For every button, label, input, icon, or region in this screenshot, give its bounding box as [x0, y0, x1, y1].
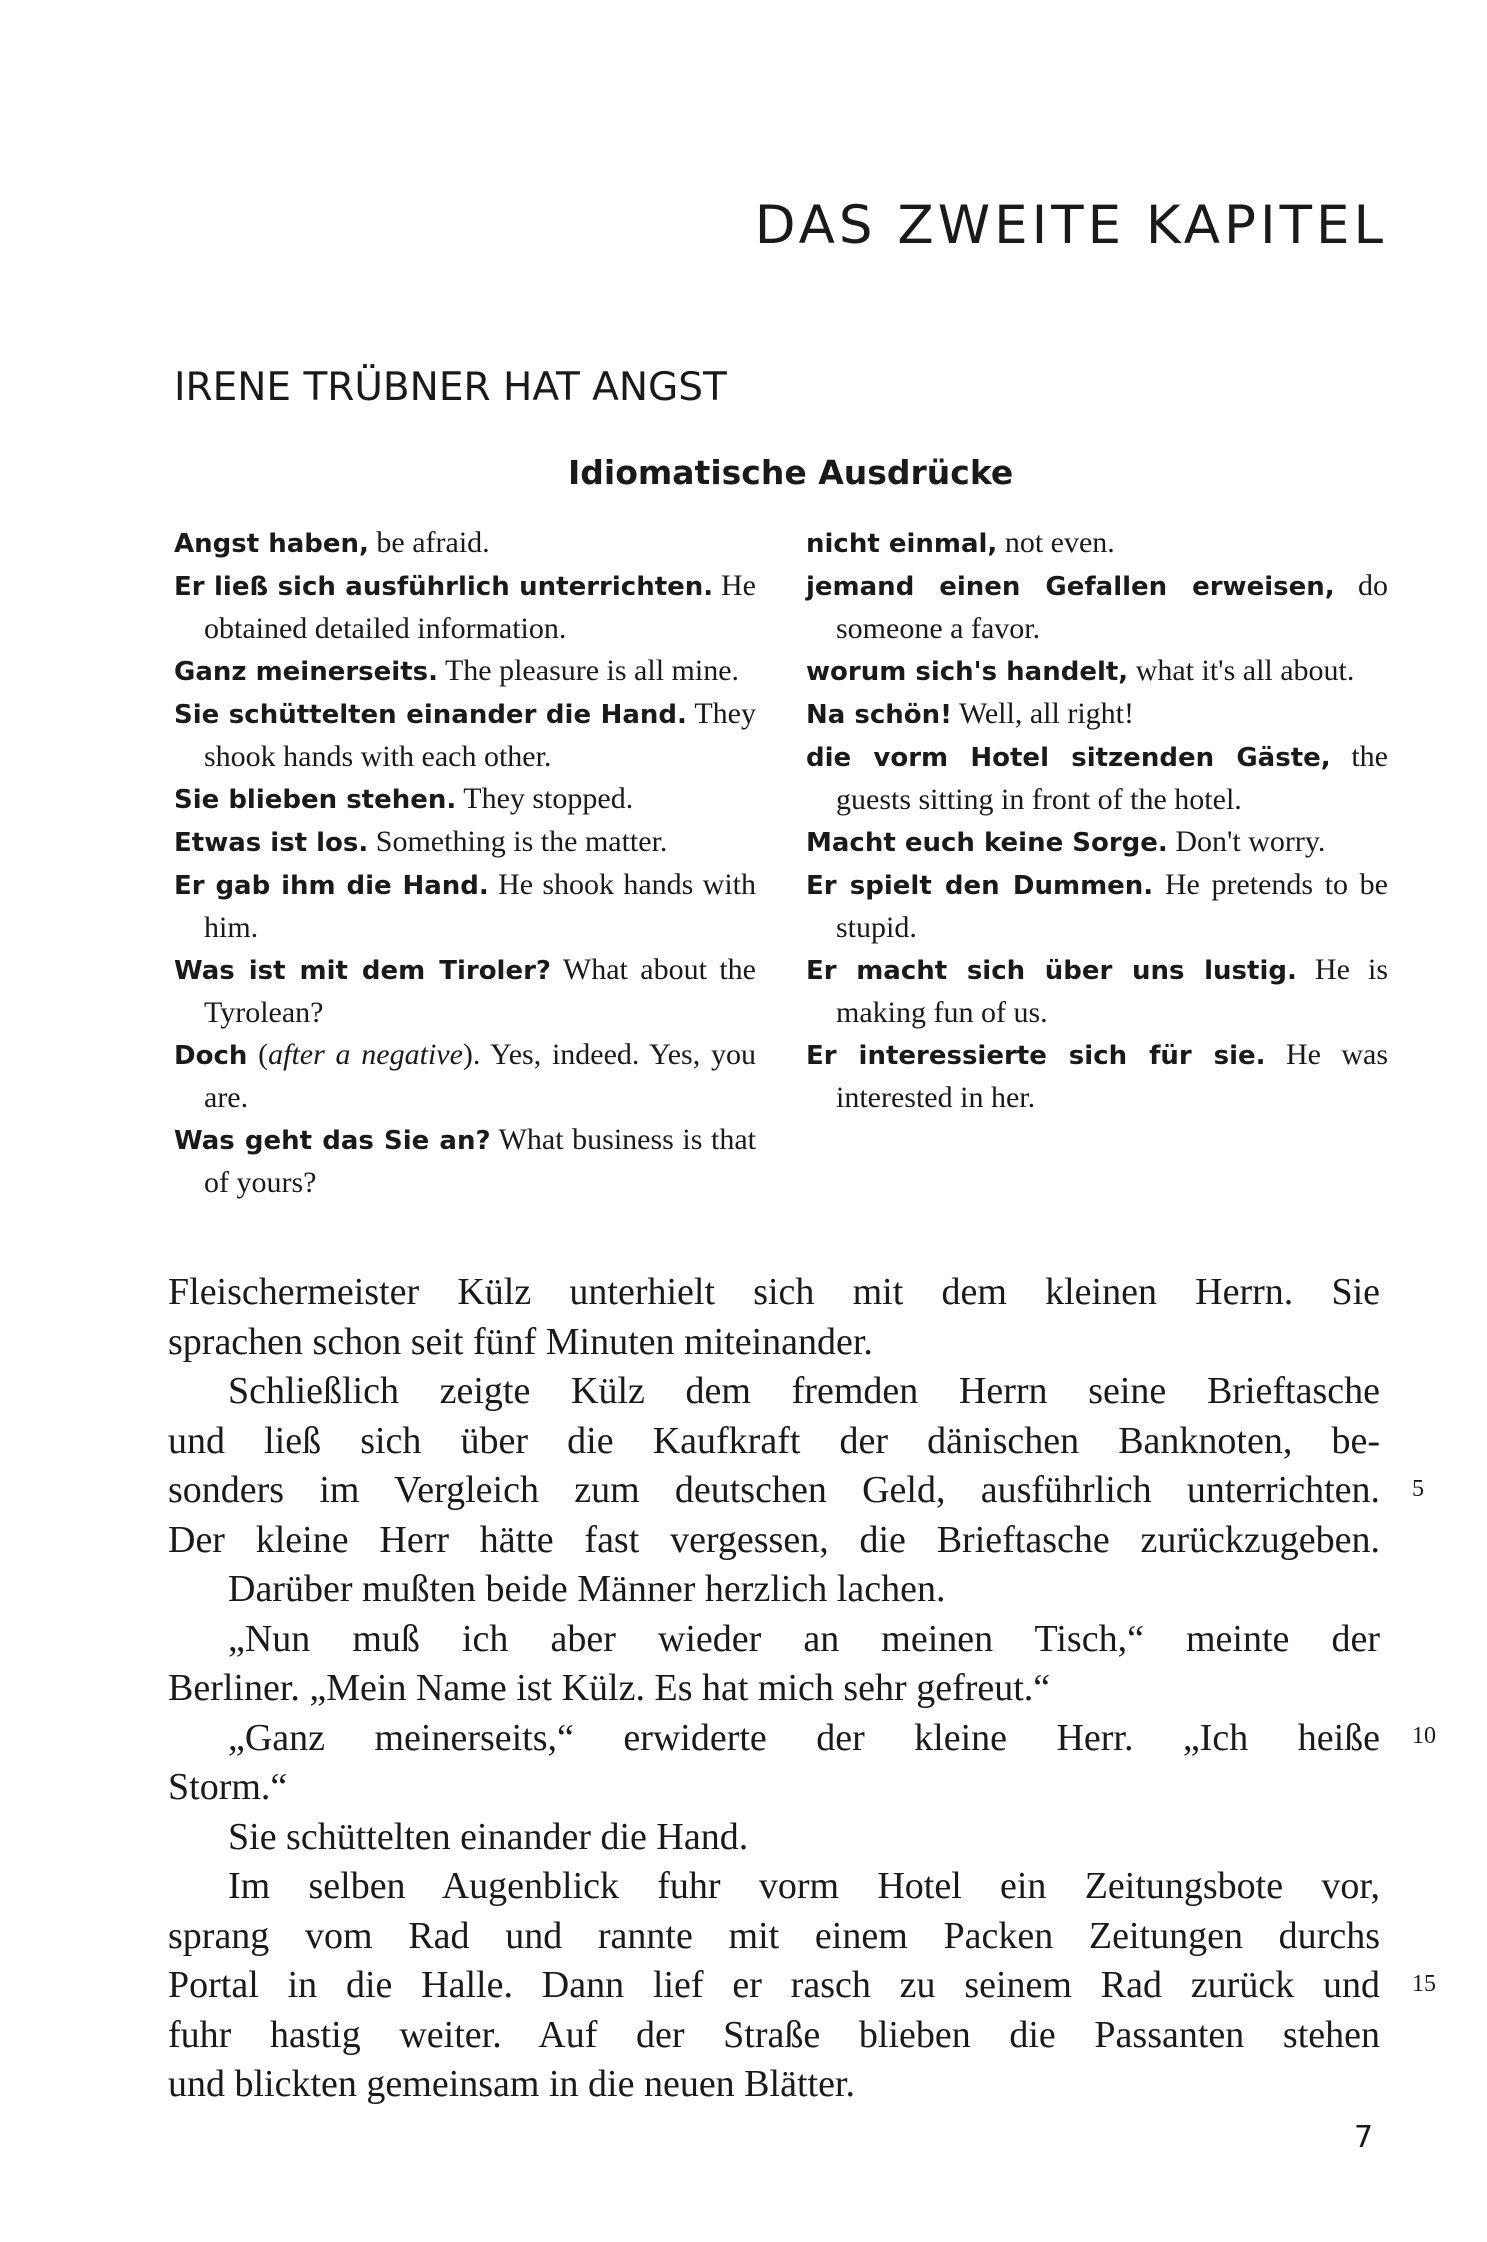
text-line: „Ganz meinerseits,“ erwiderte der kleine Herr. „Ich heiße	[228, 1716, 1380, 1759]
line-number: 5	[1412, 1476, 1424, 1502]
idiom-gloss: do someone a favor.	[836, 569, 1389, 645]
idiom-entry	[806, 565, 1388, 650]
idiom-gloss: He shook hands with him.	[204, 868, 757, 944]
body-text	[168, 1268, 1380, 2110]
idiom-gloss: What business is that of yours?	[204, 1123, 757, 1199]
idiom-entry	[174, 949, 756, 1034]
idiom-gloss: what it's all about.	[1128, 654, 1355, 687]
idiom-entry	[806, 821, 1388, 864]
idiom-term: Er macht sich über uns lustig.	[806, 956, 1297, 986]
idiom-entry	[174, 864, 756, 949]
idiom-entry	[806, 650, 1388, 693]
idiom-entry	[174, 821, 756, 864]
text-line: Im selben Augenblick fuhr vorm Hotel ein Zeitungsbote vor,	[228, 1865, 1380, 1907]
line-number: 15	[1412, 1971, 1436, 1997]
idiom-gloss-italic: after a negative	[268, 1038, 463, 1071]
text-line: Sie schüttelten einander die Hand.	[228, 1815, 749, 1858]
idiom-term: Doch	[174, 1041, 248, 1071]
idiom-entry	[174, 650, 756, 693]
text-line: sprang vom Rad und rannte mit einem Packen Zeitungen durchs	[168, 1914, 1380, 1957]
idiom-gloss: He is making fun of us.	[836, 953, 1388, 1029]
idiom-entry	[174, 1119, 756, 1204]
idiom-term: Ganz meinerseits.	[174, 657, 438, 687]
idiom-term: Macht euch keine Sorge.	[806, 828, 1168, 858]
idiom-entry	[806, 864, 1388, 949]
idiom-gloss: He was interested in her.	[836, 1038, 1388, 1114]
idiom-entry	[174, 522, 756, 565]
idiom-gloss: They stopped.	[456, 782, 634, 815]
idiom-gloss: Well, all right!	[951, 697, 1134, 730]
text-line: Storm.“	[168, 1766, 288, 1808]
text-line: „Nun muß ich aber wieder an meinen Tisch,“ meinte der	[228, 1617, 1380, 1660]
idiom-term: Was geht das Sie an?	[174, 1126, 491, 1156]
idiom-term: Was ist mit dem Tiroler?	[174, 956, 552, 986]
idiom-gloss: He obtained detailed information.	[204, 569, 756, 645]
idiom-term: Sie schüttelten einander die Hand.	[174, 700, 687, 730]
idiom-entry	[806, 522, 1388, 565]
line-number: 10	[1412, 1723, 1436, 1749]
idiom-gloss: ). Yes, indeed. Yes, you are.	[204, 1038, 756, 1114]
text-line: und ließ sich über die Kaufkraft der dänischen Banknoten, be-	[168, 1419, 1380, 1462]
idiom-term: Er interessierte sich für sie.	[806, 1041, 1266, 1071]
idiom-entry	[806, 693, 1388, 736]
idiom-term: Sie blieben stehen.	[174, 785, 457, 815]
idiom-gloss: They shook hands with each other.	[204, 697, 756, 773]
text-line: und blickten gemeinsam in die neuen Blätter.	[168, 2063, 855, 2105]
idiom-gloss: Something is the matter.	[368, 825, 668, 858]
text-line: sonders im Vergleich zum deutschen Geld, ausführlich unterrichten.	[168, 1469, 1380, 1511]
idiom-term: Etwas ist los.	[174, 828, 369, 858]
text-line: Portal in die Halle. Dann lief er rasch zu seinem Rad zurück und	[168, 1964, 1380, 2006]
idiom-gloss: be afraid.	[368, 526, 490, 559]
idiom-gloss-prefix: (	[247, 1038, 269, 1071]
idiom-gloss: He pretends to be stupid.	[836, 868, 1389, 944]
text-line: fuhr hastig weiter. Auf der Straße blieben die Passanten stehen	[168, 2013, 1380, 2056]
idiom-entry	[174, 693, 756, 778]
idiom-gloss: Don't worry.	[1167, 825, 1326, 858]
chapter-title: DAS ZWEITE KAPITEL	[754, 195, 1387, 256]
idiom-entry	[806, 736, 1388, 821]
page-number: 7	[1354, 2120, 1374, 2155]
section-title: IRENE TRÜBNER HAT ANGST	[174, 365, 727, 410]
idiom-term: Angst haben,	[174, 529, 369, 559]
text-line: Fleischermeister Külz unterhielt sich mit dem kleinen Herrn. Sie	[168, 1271, 1380, 1313]
idioms-heading: Idiomatische Ausdrücke	[568, 453, 1014, 492]
idiom-term: Er ließ sich ausführlich unterrichten.	[174, 572, 714, 602]
idiom-gloss: the guests sitting in front of the hotel.	[836, 740, 1388, 816]
idiom-gloss: not even.	[997, 526, 1115, 559]
text-line: Der kleine Herr hätte fast vergessen, die Brieftasche zurückzugeben.	[168, 1518, 1380, 1561]
idiom-term: jemand einen Gefallen erweisen,	[806, 572, 1335, 602]
idiom-term: Er spielt den Dummen.	[806, 871, 1154, 901]
idiom-term: die vorm Hotel sitzenden Gäste,	[806, 743, 1331, 773]
idiom-term: Na schön!	[806, 700, 952, 730]
text-line: Darüber mußten beide Männer herzlich lachen.	[228, 1568, 946, 1610]
idioms-left-column	[174, 522, 756, 1204]
idiom-entry	[174, 1034, 756, 1119]
idiom-gloss: What about the Tyrolean?	[204, 953, 756, 1029]
text-line: Schließlich zeigte Külz dem fremden Herrn seine Brieftasche	[228, 1370, 1380, 1412]
idiom-entry	[806, 1034, 1388, 1119]
idiom-entry	[174, 778, 756, 821]
idiom-gloss: The pleasure is all mine.	[438, 654, 740, 687]
idiom-entry	[806, 949, 1388, 1034]
text-line: Berliner. „Mein Name ist Külz. Es hat mich sehr gefreut.“	[168, 1667, 1051, 1709]
idiom-term: worum sich's handelt,	[806, 657, 1129, 687]
idiom-entry	[174, 565, 756, 650]
idiom-term: nicht einmal,	[806, 529, 998, 559]
text-line: sprachen schon seit fünf Minuten miteinander.	[168, 1320, 873, 1363]
idiom-term: Er gab ihm die Hand.	[174, 871, 489, 901]
idioms-right-column	[806, 522, 1388, 1119]
